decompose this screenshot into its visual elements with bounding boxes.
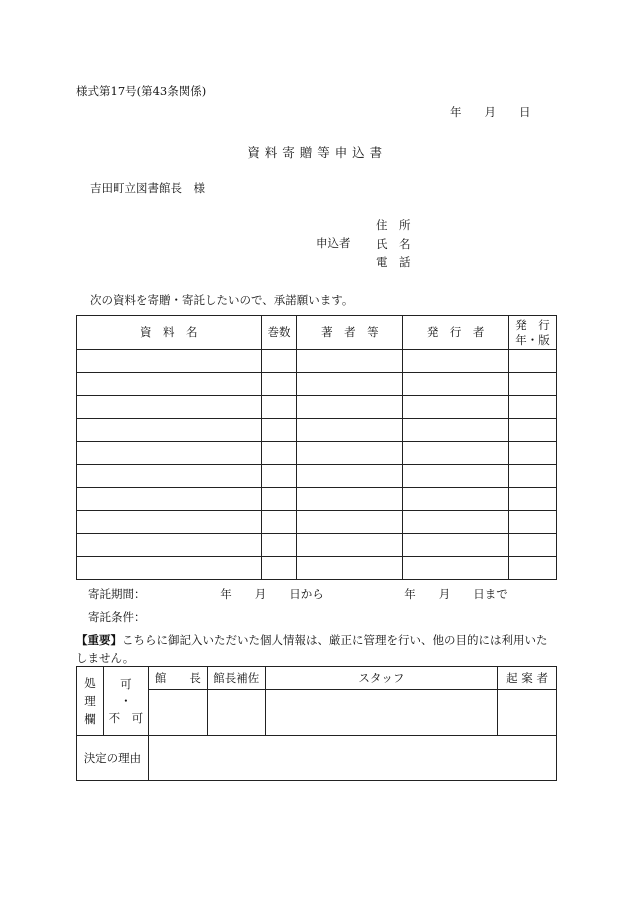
item-row [77, 396, 557, 419]
header-publisher: 発 行 者 [403, 316, 509, 350]
item-volumes-cell[interactable] [261, 442, 297, 465]
header-pub-year-edition: 発 行 年・版 [509, 316, 557, 350]
item-row [77, 557, 557, 580]
item-row [77, 350, 557, 373]
deposit-conditions: 寄託条件： [88, 610, 146, 624]
item-title-cell[interactable] [77, 396, 262, 419]
item-author-cell[interactable] [297, 534, 403, 557]
item-row [77, 534, 557, 557]
item-pub-year-cell[interactable] [509, 442, 557, 465]
item-publisher-cell[interactable] [403, 350, 509, 373]
item-volumes-cell[interactable] [261, 511, 297, 534]
document-title: 資 料 寄 贈 等 申 込 書 [247, 145, 383, 160]
item-title-cell[interactable] [77, 419, 262, 442]
item-pub-year-cell[interactable] [509, 465, 557, 488]
item-row [77, 419, 557, 442]
item-volumes-cell[interactable] [261, 488, 297, 511]
item-title-cell[interactable] [77, 350, 262, 373]
item-pub-year-cell[interactable] [509, 373, 557, 396]
item-pub-year-cell[interactable] [509, 511, 557, 534]
item-author-cell[interactable] [297, 488, 403, 511]
item-author-cell[interactable] [297, 396, 403, 419]
item-author-cell[interactable] [297, 419, 403, 442]
stamp-deputy-director[interactable] [207, 690, 265, 736]
item-publisher-cell[interactable] [403, 488, 509, 511]
item-title-cell[interactable] [77, 373, 262, 396]
stamp-drafter[interactable] [498, 690, 557, 736]
item-title-cell[interactable] [77, 442, 262, 465]
item-pub-year-cell[interactable] [509, 396, 557, 419]
item-volumes-cell[interactable] [261, 419, 297, 442]
item-title-cell[interactable] [77, 488, 262, 511]
items-header-row [77, 316, 557, 350]
notice-body: こちらに御記入いただいた個人情報は、厳正に管理を行い、他の目的には利用いたしません。 [76, 633, 548, 665]
item-row [77, 511, 557, 534]
item-publisher-cell[interactable] [403, 419, 509, 442]
reason-field[interactable] [148, 736, 556, 781]
processing-table [76, 666, 557, 781]
item-author-cell[interactable] [297, 350, 403, 373]
item-title-cell[interactable] [77, 465, 262, 488]
processing-side-label: 処 理 欄 [77, 667, 104, 736]
col-drafter: 起 案 者 [498, 667, 557, 690]
item-volumes-cell[interactable] [261, 350, 297, 373]
address-field-label: 住 所 [376, 218, 411, 232]
col-deputy-director: 館長補佐 [207, 667, 265, 690]
header-volumes: 巻数 [261, 316, 297, 350]
item-author-cell[interactable] [297, 373, 403, 396]
date-line: 年 月 日 [450, 105, 531, 119]
item-title-cell[interactable] [77, 557, 262, 580]
item-volumes-cell[interactable] [261, 373, 297, 396]
item-row [77, 442, 557, 465]
header-author: 著 者 等 [297, 316, 403, 350]
item-publisher-cell[interactable] [403, 442, 509, 465]
item-row [77, 373, 557, 396]
applicant-label: 申込者 [316, 236, 351, 250]
applicant-fields [376, 216, 411, 272]
reason-label: 決定の理由 [77, 736, 149, 781]
item-volumes-cell[interactable] [261, 534, 297, 557]
intro-text: 次の資料を寄贈・寄託したいので、承諾願います。 [90, 293, 354, 307]
item-publisher-cell[interactable] [403, 465, 509, 488]
header-title: 資 料 名 [77, 316, 262, 350]
item-author-cell[interactable] [297, 511, 403, 534]
notice-heading: 【重要】 [76, 633, 122, 647]
item-publisher-cell[interactable] [403, 511, 509, 534]
item-publisher-cell[interactable] [403, 396, 509, 419]
item-author-cell[interactable] [297, 557, 403, 580]
item-pub-year-cell[interactable] [509, 488, 557, 511]
item-volumes-cell[interactable] [261, 557, 297, 580]
deposit-period: 寄託期間： 年 月 日から 年 月 日まで [88, 587, 508, 601]
item-pub-year-cell[interactable] [509, 419, 557, 442]
addressee: 吉田町立図書館長 様 [90, 181, 205, 195]
stamp-director[interactable] [148, 690, 207, 736]
form-number: 様式第17号(第43条関係) [76, 84, 207, 98]
item-volumes-cell[interactable] [261, 396, 297, 419]
privacy-notice [76, 631, 556, 667]
stamp-staff[interactable] [265, 690, 497, 736]
item-publisher-cell[interactable] [403, 534, 509, 557]
phone-field-label: 電 話 [376, 255, 411, 269]
item-publisher-cell[interactable] [403, 557, 509, 580]
item-title-cell[interactable] [77, 534, 262, 557]
item-row [77, 465, 557, 488]
item-title-cell[interactable] [77, 511, 262, 534]
col-staff: スタッフ [265, 667, 497, 690]
item-pub-year-cell[interactable] [509, 534, 557, 557]
decision-approve-deny: 可 ・ 不 可 [103, 667, 148, 736]
name-field-label: 氏 名 [376, 236, 411, 251]
item-pub-year-cell[interactable] [509, 557, 557, 580]
item-row [77, 488, 557, 511]
items-table [76, 315, 557, 580]
item-pub-year-cell[interactable] [509, 350, 557, 373]
item-author-cell[interactable] [297, 465, 403, 488]
item-publisher-cell[interactable] [403, 373, 509, 396]
item-author-cell[interactable] [297, 442, 403, 465]
col-director: 館 長 [148, 667, 207, 690]
item-volumes-cell[interactable] [261, 465, 297, 488]
